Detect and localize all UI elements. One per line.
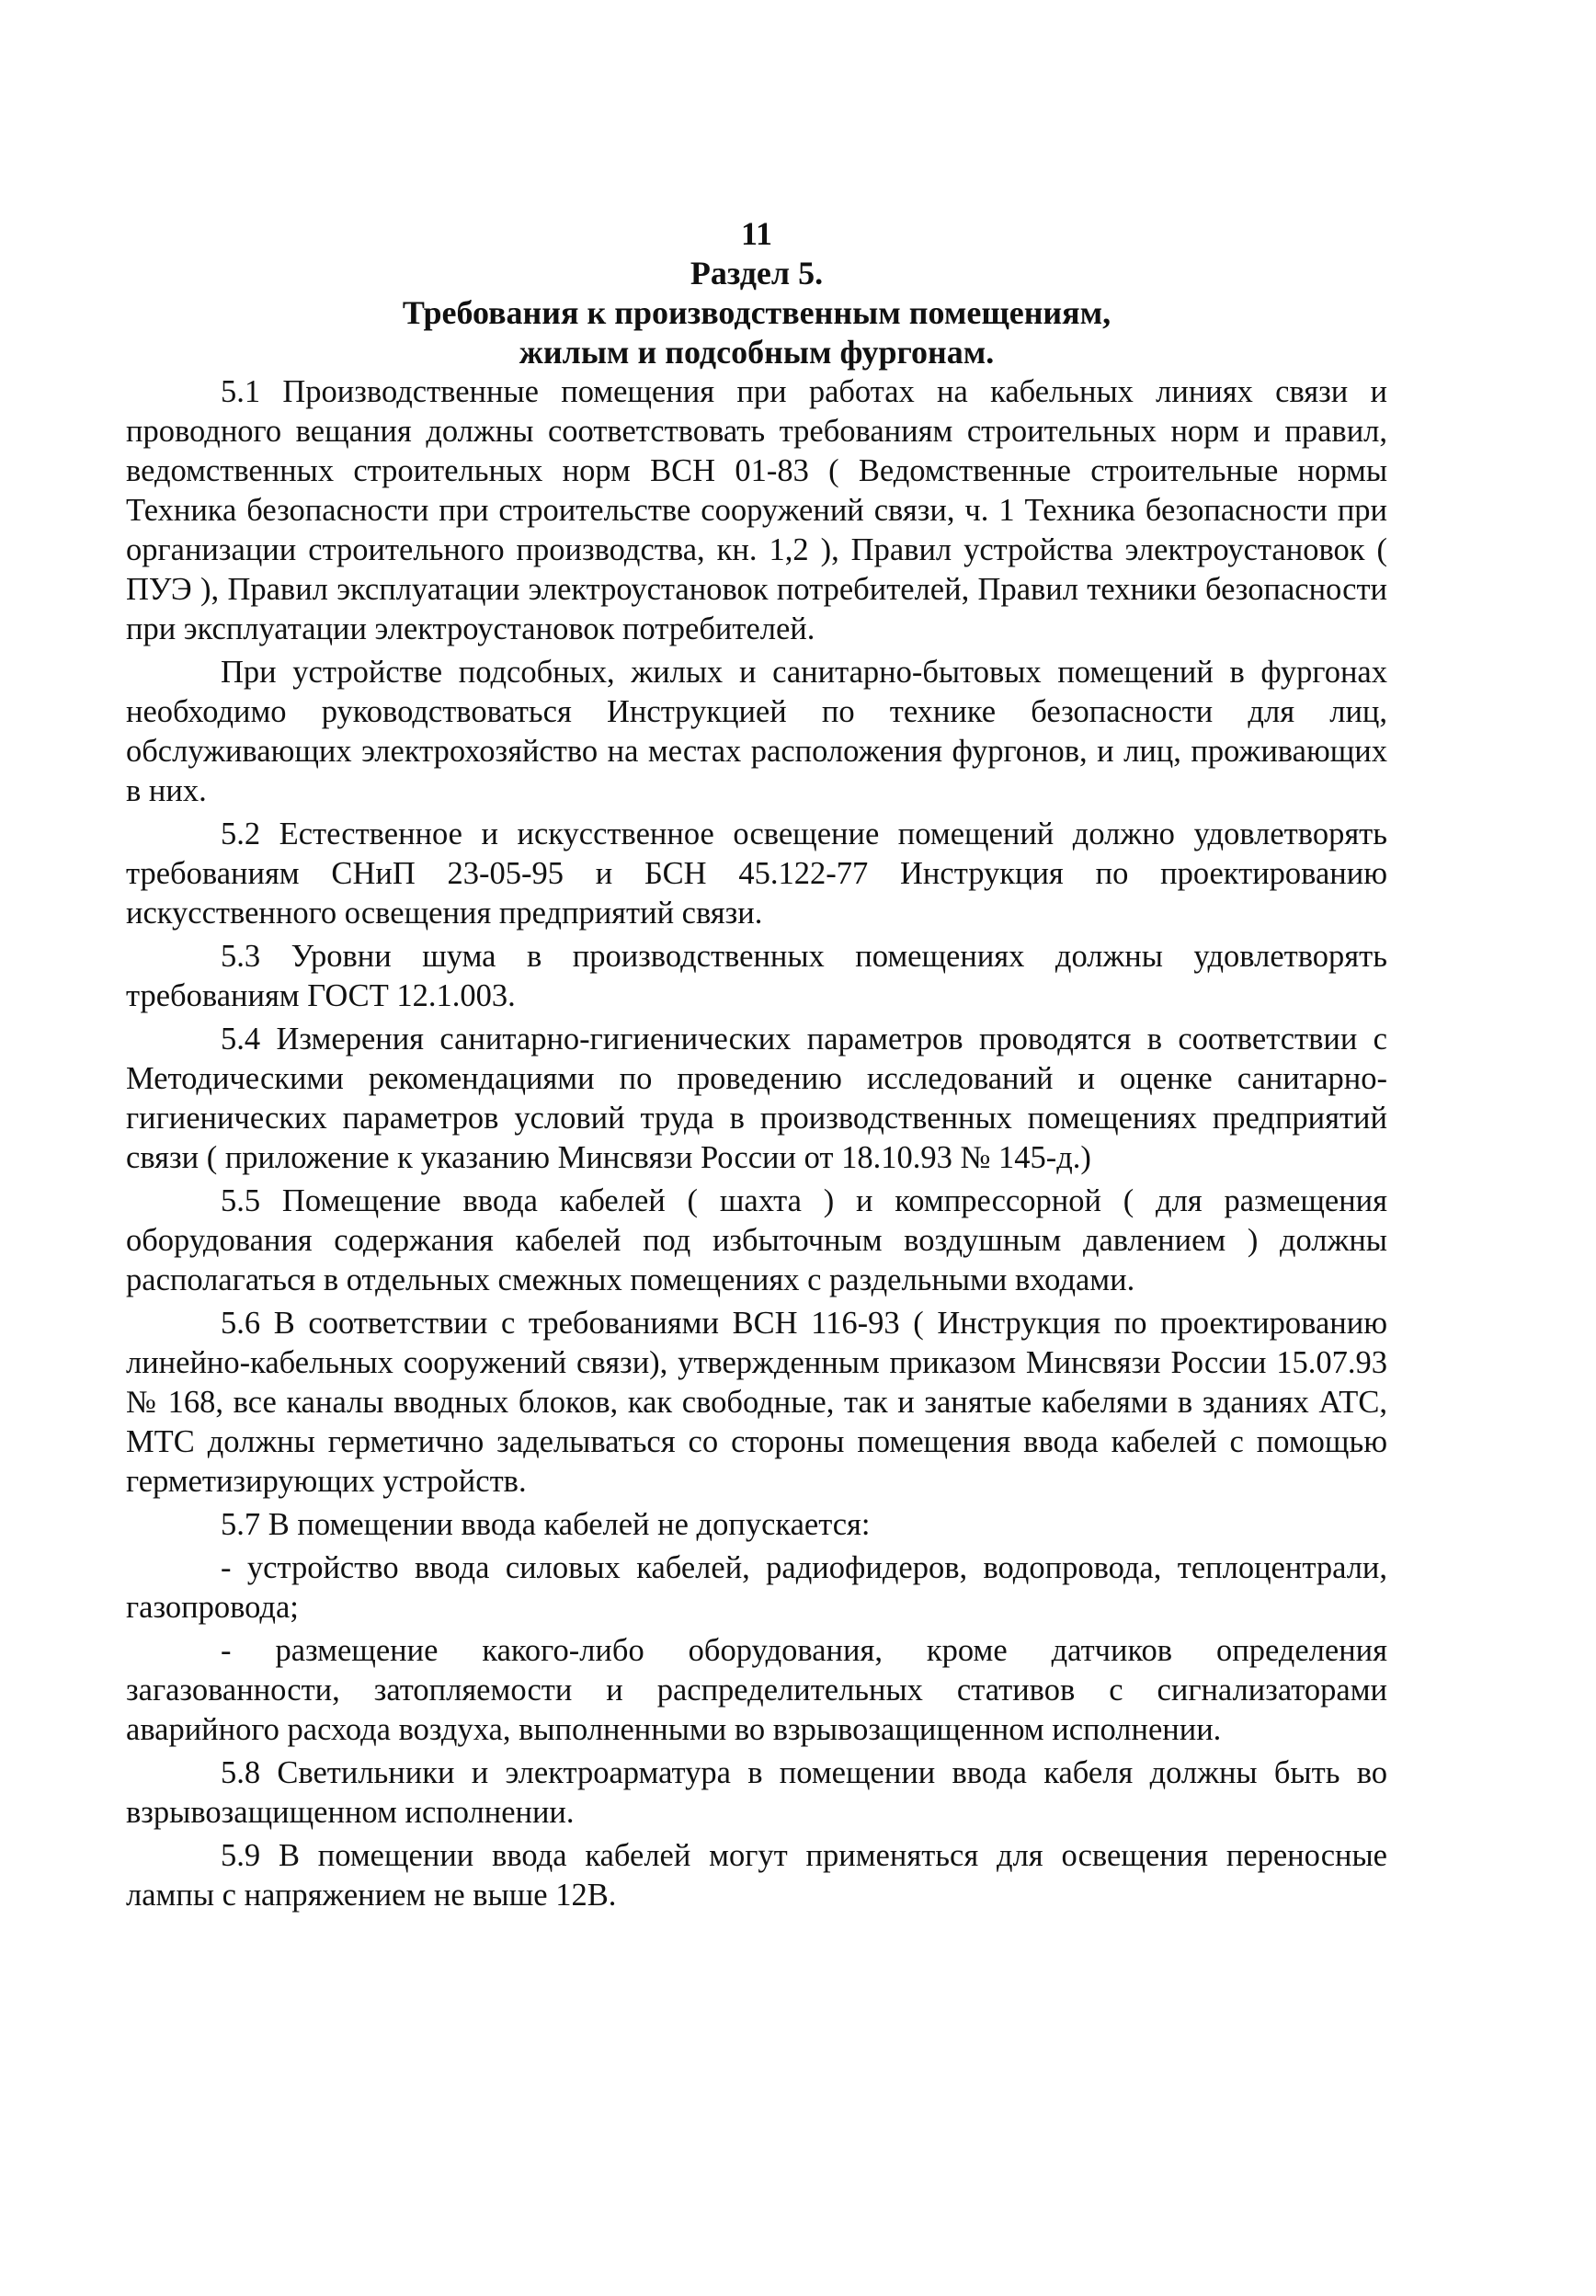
- section-title: Раздел 5.: [690, 255, 824, 291]
- paragraph-5-9: 5.9 В помещении ввода кабелей могут применяться для освещения переносные лампы с напряжением не выше 12В.: [126, 1838, 1387, 1913]
- paragraph-5-5: 5.5 Помещение ввода кабелей ( шахта ) и компрессорной ( для размещения оборудования содержания кабелей под избыточным воздушным давлением ) должны располагаться в отдельных смежных помещениях с раздельными входами.: [126, 1183, 1387, 1297]
- paragraph-5-1-continued: При устройстве подсобных, жилых и санитарно-бытовых помещений в фургонах необходимо руководствоваться Инструкцией по технике безопасности для лиц, обслуживающих электрохозяйство на местах расположения фургонов, и лиц, проживающих в них.: [126, 655, 1387, 808]
- list-item-5-7-a: - устройство ввода силовых кабелей, радиофидеров, водопровода, теплоцентрали, газопровода;: [126, 1550, 1387, 1625]
- section-subtitle-line-1: Требования к производственным помещениям,: [402, 294, 1112, 331]
- page-content: [126, 213, 1387, 1919]
- paragraph-5-3: 5.3 Уровни шума в производственных помещениях должны удовлетворять требованиям ГОСТ 12.1.003.: [126, 939, 1387, 1013]
- paragraph-5-1: 5.1 Производственные помещения при работах на кабельных линиях связи и проводного вещания должны соответствовать требованиям строительных норм и правил, ведомственных строительных норм ВСН 01-83 ( Ведомственные строительные нормы Техника безопасности при строительстве сооружений связи, ч. 1 Техника безопасности при организации строительного производства, кн. 1,2 ), Правил устройства электроустановок ( ПУЭ ), Правил эксплуатации электроустановок потребителей, Правил техники безопасности при эксплуатации электроустановок потребителей.: [126, 374, 1387, 646]
- page-number: 11: [740, 215, 772, 252]
- paragraph-5-8: 5.8 Светильники и электроарматура в помещении ввода кабеля должны быть во взрывозащищенном исполнении.: [126, 1755, 1387, 1830]
- paragraph-5-7: 5.7 В помещении ввода кабелей не допускается:: [221, 1507, 871, 1542]
- list-item-5-7-b: - размещение какого-либо оборудования, кроме датчиков определения загазованности, затопляемости и распределительных стативов с сигнализаторами аварийного расхода воздуха, выполненными во взрывозащищенном исполнении.: [126, 1633, 1387, 1747]
- paragraph-5-6: 5.6 В соответствии с требованиями ВСН 116-93 ( Инструкция по проектированию линейно-кабельных сооружений связи), утвержденным приказом Минсвязи России 15.07.93 № 168, все каналы вводных блоков, как свободные, так и занятые кабелями в зданиях АТС, МТС должны герметично заделываться со стороны помещения ввода кабелей с помощью герметизирующих устройств.: [126, 1306, 1387, 1499]
- paragraph-5-4: 5.4 Измерения санитарно-гигиенических параметров проводятся в соответствии с Методическими рекомендациями по проведению исследований и оценке санитарно-гигиенических параметров условий труда в производственных помещениях предприятий связи ( приложение к указанию Минсвязи России от 18.10.93 № 145-д.): [126, 1022, 1387, 1175]
- paragraph-5-2: 5.2 Естественное и искусственное освещение помещений должно удовлетворять требованиям СНиП 23-05-95 и БСН 45.122-77 Инструкция по проектированию искусственного освещения предприятий связи.: [126, 817, 1387, 931]
- section-subtitle-line-2: жилым и подсобным фургонам.: [519, 334, 995, 371]
